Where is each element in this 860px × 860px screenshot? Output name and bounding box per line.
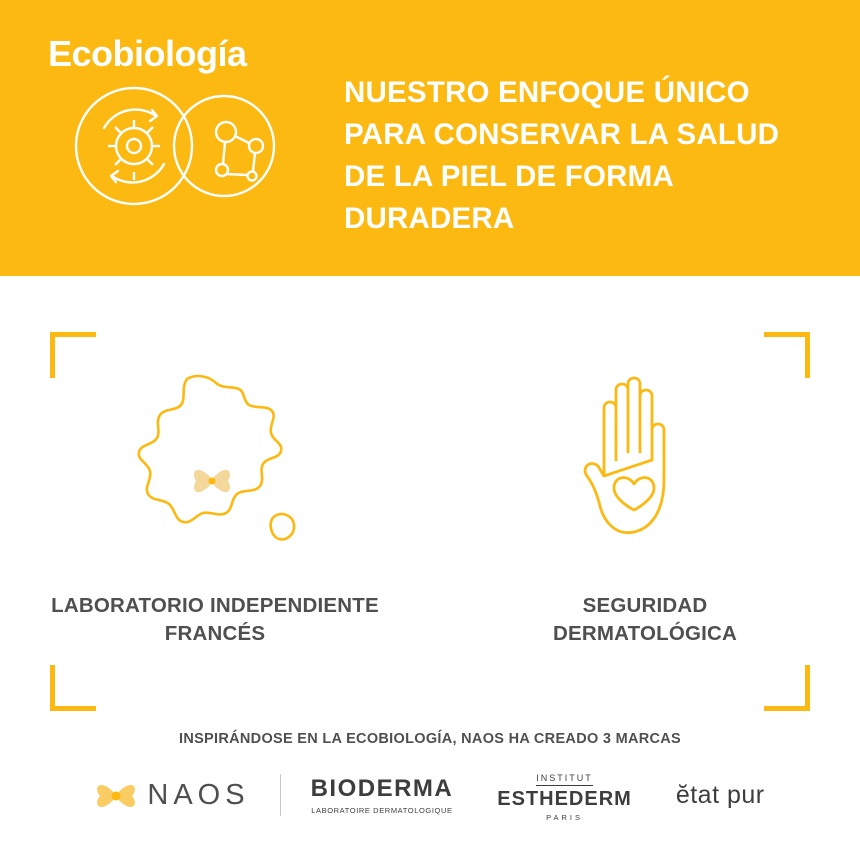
corner-bracket-bottom-right [764, 665, 810, 711]
header-title-line: NUESTRO ENFOQUE ÚNICO [344, 76, 750, 109]
brand-suffix-esthederm: PARIS [546, 813, 584, 822]
feature-caption [51, 592, 379, 647]
feature-list [0, 356, 860, 647]
feature-item-laboratory [0, 356, 430, 647]
header-banner [0, 0, 860, 276]
brand-divider [280, 774, 281, 816]
brand-logo-naos [95, 774, 249, 816]
header-title-line: DURADERA [344, 201, 515, 235]
content-area [0, 276, 860, 860]
france-map-icon [115, 356, 315, 556]
corner-bracket-bottom-left [50, 665, 96, 711]
naos-flower-marker [194, 470, 230, 492]
brand-logo-row [0, 768, 860, 822]
brand-block [44, 33, 324, 214]
brand-logo-bioderma [311, 775, 454, 815]
footer-note: INSPIRÁNDOSE EN LA ECOBIOLOGÍA, NAOS HA CREADO 3 MARCAS [178, 731, 682, 747]
feature-caption [553, 592, 737, 647]
feature-caption-line: FRANCÉS [164, 621, 266, 645]
header-title [344, 72, 844, 240]
feature-caption-line: LABORATORIO INDEPENDIENTE [51, 594, 379, 617]
feature-caption-line: SEGURIDAD [582, 594, 708, 617]
gears-molecule-icon [56, 84, 296, 214]
brand-tagline-bioderma: LABORATOIRE DERMATOLOGIQUE [311, 806, 453, 815]
brand-prefix-esthederm: INSTITUT [536, 773, 593, 786]
brand-title: Ecobiología [48, 33, 247, 74]
brand-logo-esthederm [497, 768, 632, 822]
brand-name-esthederm: ESTHEDERM [497, 788, 632, 810]
brand-logo-etat-pur [676, 781, 765, 810]
header-title-line: PARA CONSERVAR LA SALUD [344, 117, 780, 151]
naos-flower-icon [95, 774, 137, 816]
feature-caption-line: DERMATOLÓGICA [552, 621, 738, 645]
brand-name-etat-pur: ĕtat pur [675, 780, 765, 809]
brand-name-bioderma: BIODERMA [310, 775, 454, 802]
brand-name-naos: NAOS [147, 778, 250, 811]
feature-item-safety [430, 356, 860, 647]
hand-with-heart-icon [560, 356, 730, 556]
header-title-line: DE LA PIEL DE FORMA [344, 159, 674, 193]
